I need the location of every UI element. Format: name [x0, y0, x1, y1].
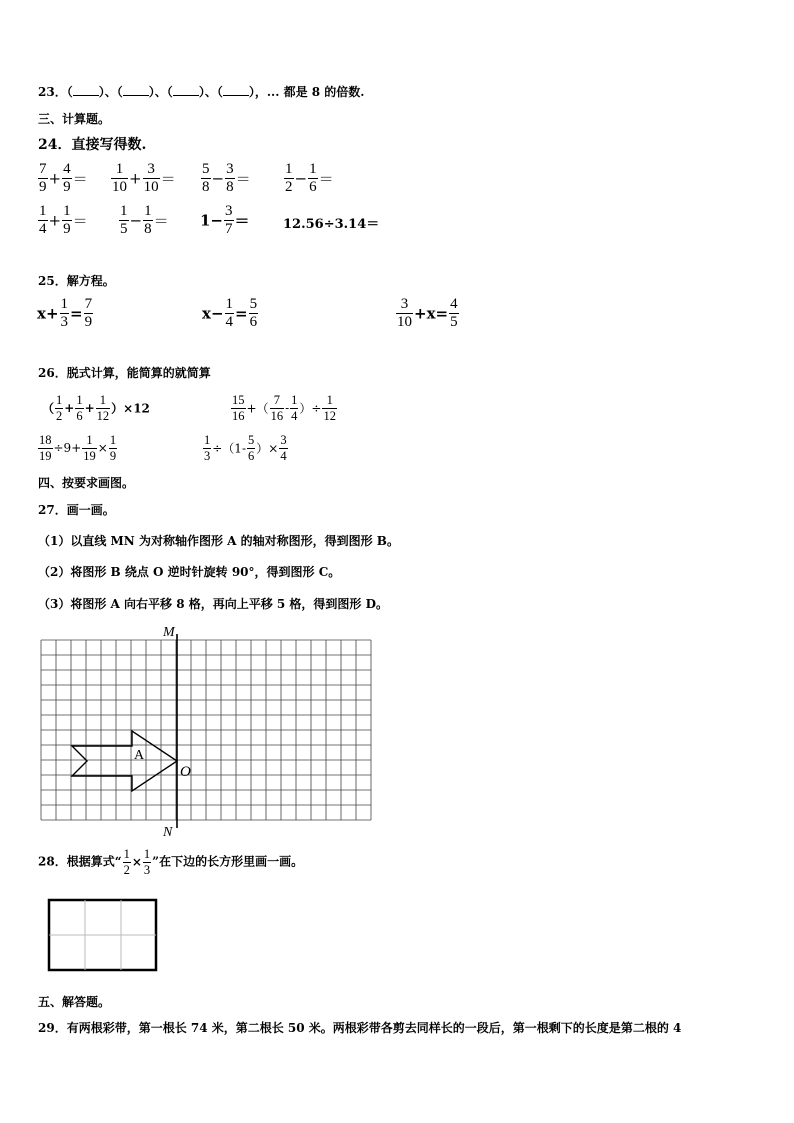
fraction: $\frac{1}{3}$ [60, 296, 69, 330]
fraction: $\frac{18}{19}$ [39, 433, 52, 463]
label-o: O [180, 764, 191, 780]
q27-step-2: （2）将图形 B 绕点 O 逆时针旋转 90°，得到图形 C。 [38, 565, 341, 579]
q28-line: 28．根据算式“ $\frac{1}{2}$ × $\frac{1}{3}$ ”在下边的长方形里画一画。 [38, 847, 304, 877]
label-a: A [134, 748, 145, 763]
section-4-heading: 四、按要求画图。 [38, 476, 135, 490]
q23-line: 23．（ ）、（ ）、（ ）、（ ），... 都是 8 的倍数. [38, 85, 365, 99]
answer-blank-1[interactable] [73, 85, 99, 96]
q23-number: 23． [38, 85, 67, 99]
q25-equation-3: $\frac{3}{10}$ +x= $\frac{4}{5}$ [397, 296, 458, 330]
q24-item-5: $\frac{1}{4}$ + $\frac{1}{9}$ ＝ [39, 203, 88, 237]
q25-title: 25．解方程。 [38, 274, 115, 288]
fraction: $\frac{1}{2}$ [285, 161, 293, 195]
q27-title: 27．画一画。 [38, 503, 115, 517]
fraction: $\frac{1}{2}$ [123, 847, 130, 877]
fraction: $\frac{15}{16}$ [232, 393, 245, 423]
fraction: $\frac{1}{2}$ [56, 393, 63, 423]
fraction: $\frac{1}{4}$ [225, 296, 234, 330]
answer-blank-4[interactable] [223, 85, 249, 96]
q25-equation-2: x− $\frac{1}{4}$ = $\frac{5}{6}$ [202, 296, 258, 330]
q26-expression-3: $\frac{18}{19}$ ÷9+ $\frac{1}{19}$ × $\frac{1}{9}$ [39, 433, 117, 463]
q24-item-3: $\frac{5}{8}$ − $\frac{3}{8}$ ＝ [202, 161, 251, 195]
fraction: $\frac{1}{10}$ [112, 161, 127, 195]
grid-lines [41, 640, 371, 820]
fraction: $\frac{1}{3}$ [143, 847, 151, 877]
q24-item-8: 12.56÷3.14＝ [283, 217, 380, 232]
fraction: $\frac{1}{12}$ [323, 393, 336, 423]
fraction: $\frac{3}{7}$ [225, 203, 233, 237]
q26-expression-1: （ $\frac{1}{2}$ + $\frac{1}{6}$ + $\frac{1}{12}$ ）×12 [42, 393, 150, 423]
fraction: $\frac{1}{12}$ [96, 393, 110, 423]
q29-text: 29．有两根彩带，第一根长 74 米，第二根长 50 米。两根彩带各剪去同样长的一段后，第一根剩下的长度是第二根的 4 [38, 1021, 682, 1035]
fraction: $\frac{1}{5}$ [120, 203, 128, 237]
q26-title: 26．脱式计算，能简算的就简算 [38, 366, 211, 380]
fraction: $\frac{1}{6}$ [76, 393, 83, 423]
fraction: $\frac{7}{16}$ [270, 393, 284, 423]
fraction: $\frac{4}{9}$ [63, 161, 71, 195]
fraction: $\frac{4}{5}$ [450, 296, 458, 330]
fraction: $\frac{1}{6}$ [309, 161, 317, 195]
fraction: $\frac{1}{3}$ [204, 433, 211, 463]
section-3-heading: 三、计算题。 [38, 112, 111, 126]
q24-item-4: $\frac{1}{2}$ − $\frac{1}{6}$ ＝ [285, 161, 334, 195]
q27-step-3: （3）将图形 A 向右平移 8 格，再向上平移 5 格，得到图形 D。 [38, 597, 389, 611]
q24-title: 24．直接写得数. [38, 137, 147, 153]
figure-a-arrow [72, 731, 177, 791]
fraction: $\frac{1}{8}$ [144, 203, 152, 237]
fraction: $\frac{3}{4}$ [280, 433, 287, 463]
label-n: N [163, 825, 173, 840]
fraction: $\frac{7}{9}$ [84, 296, 93, 330]
answer-rectangle[interactable] [49, 900, 156, 970]
q24-item-6: $\frac{1}{5}$ − $\frac{1}{8}$ ＝ [120, 203, 169, 237]
fraction: $\frac{5}{8}$ [202, 161, 210, 195]
fraction: $\frac{1}{9}$ [109, 433, 117, 463]
fraction: $\frac{1}{4}$ [39, 203, 47, 237]
q27-step-1: （1）以直线 MN 为对称轴作图形 A 的轴对称图形，得到图形 B。 [38, 534, 399, 548]
q24-item-2: $\frac{1}{10}$ + $\frac{3}{10}$ ＝ [112, 161, 176, 195]
fraction: $\frac{1}{9}$ [63, 203, 71, 237]
label-m: M [163, 625, 175, 640]
fraction: $\frac{5}{6}$ [248, 433, 255, 463]
fraction: $\frac{1}{4}$ [291, 393, 298, 423]
section-5-heading: 五、解答题。 [38, 995, 111, 1009]
fraction: $\frac{1}{19}$ [83, 433, 96, 463]
fraction: $\frac{3}{10}$ [143, 161, 159, 195]
q26-expression-2: $\frac{15}{16}$ +（ $\frac{7}{16}$ - $\frac{1}{4}$ ）÷ $\frac{1}{12}$ [232, 393, 336, 423]
answer-blank-3[interactable] [173, 85, 199, 96]
q26-expression-4: $\frac{1}{3}$ ÷（1- $\frac{5}{6}$ ）× $\frac{3}{4}$ [204, 433, 287, 463]
fraction: $\frac{7}{9}$ [39, 161, 47, 195]
fraction: $\frac{3}{10}$ [397, 296, 412, 330]
q25-equation-1: x+ $\frac{1}{3}$ = $\frac{7}{9}$ [37, 296, 93, 330]
fraction: $\frac{3}{8}$ [226, 161, 234, 195]
fraction: $\frac{5}{6}$ [249, 296, 258, 330]
q24-item-1: $\frac{7}{9}$ + $\frac{4}{9}$ ＝ [39, 161, 88, 195]
q24-item-7: 1− $\frac{3}{7}$ ＝ [200, 203, 250, 237]
answer-blank-2[interactable] [123, 85, 149, 96]
